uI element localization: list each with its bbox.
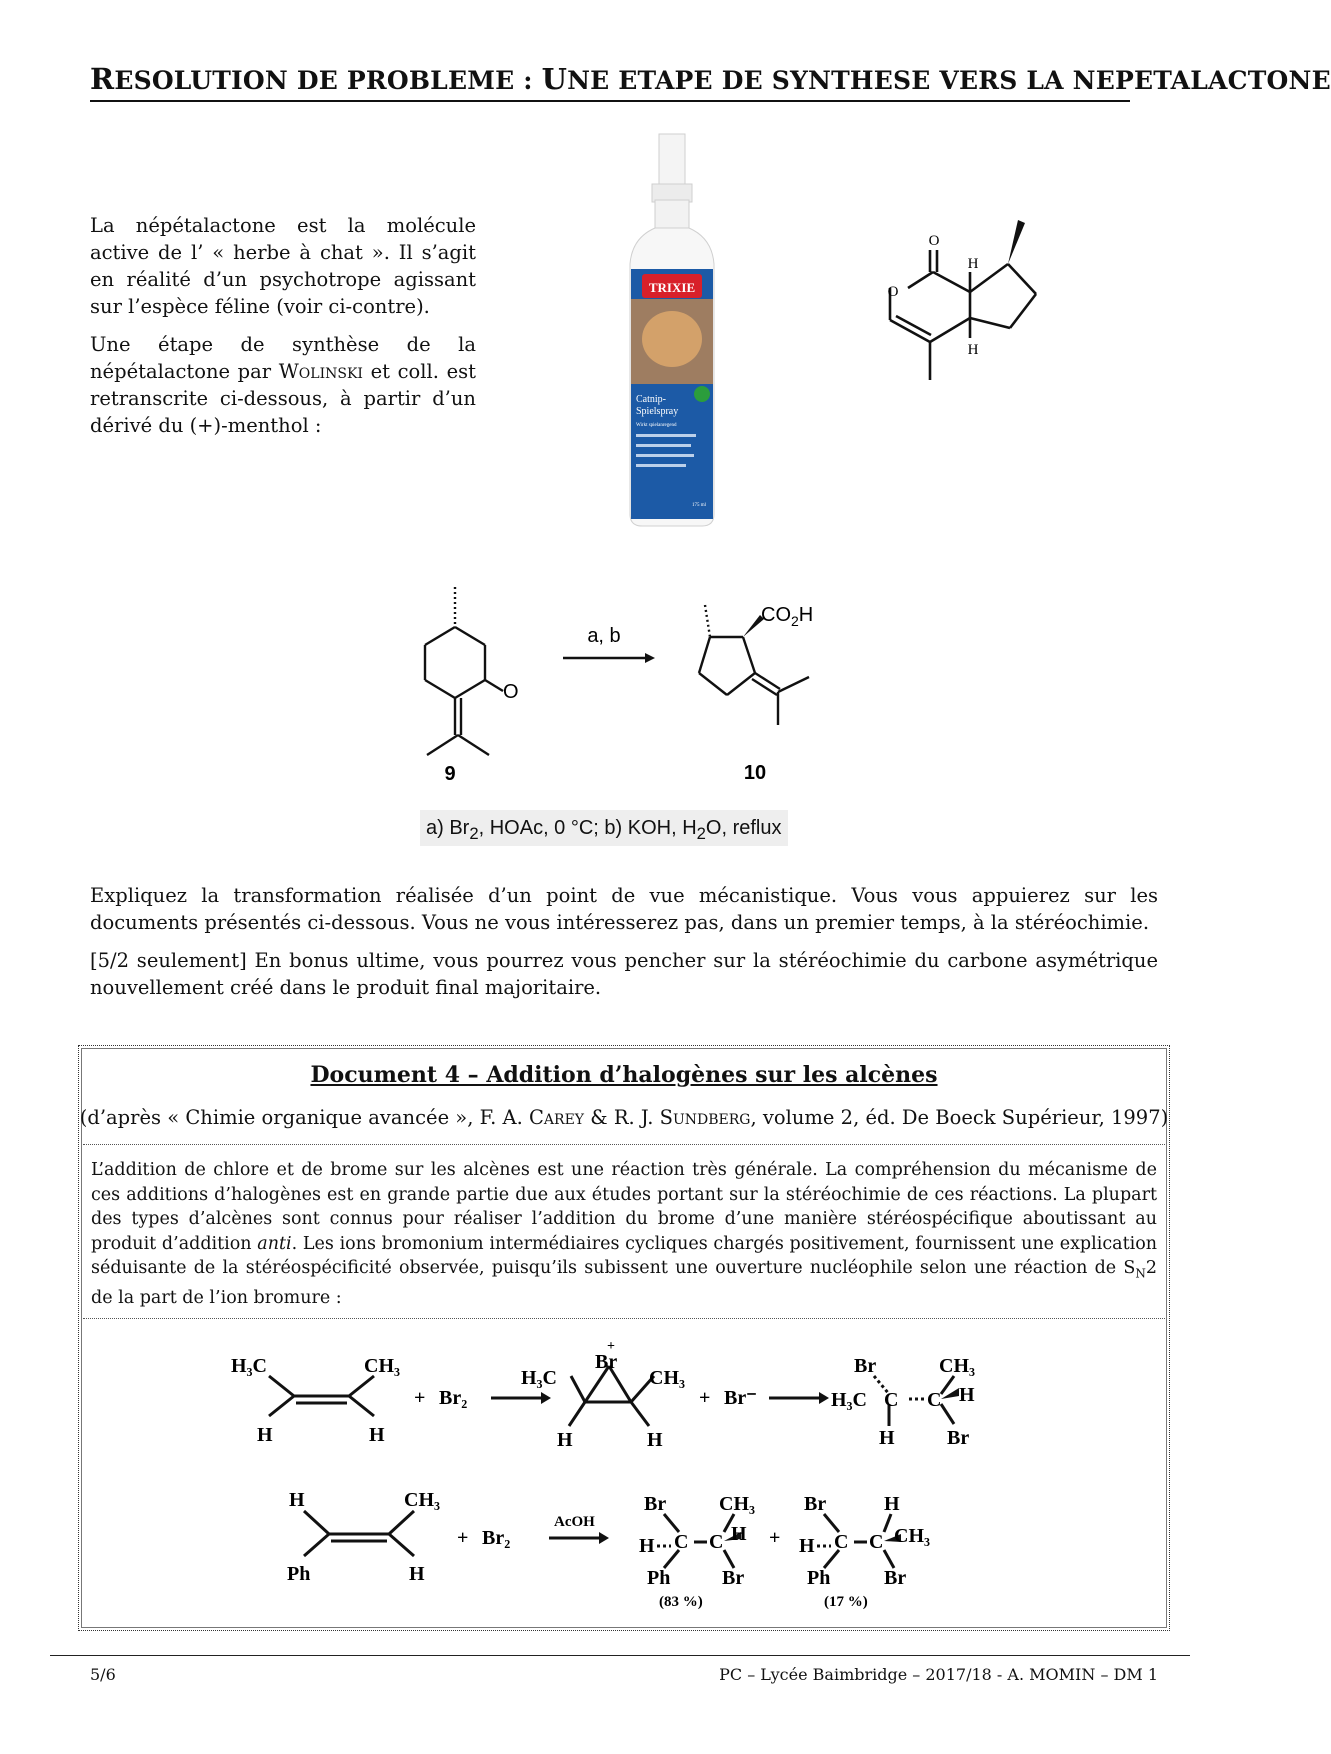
svg-text:Br: Br — [804, 1493, 827, 1515]
svg-text:+: + — [457, 1527, 469, 1549]
svg-text:C: C — [927, 1389, 942, 1411]
question-text — [90, 882, 1158, 1012]
reaction-conditions: a) $Br_2$, HOAc, 0 °C; b) KOH, $H_2O$, reflux — [420, 810, 788, 846]
document-4-source: (d’après « Chimie organique avancée », F. A. Carey & R. J. Sundberg, volume 2, éd. De Boeck Supérieur, 1997) — [79, 1106, 1169, 1129]
footer-divider — [50, 1655, 1190, 1656]
svg-text:+: + — [414, 1387, 426, 1409]
svg-text:C: C — [709, 1531, 724, 1553]
intro-paragraph-1: La népétalactone est la molécule active de l’ « herbe à chat ». Il s’agit en réalité d’un psychotrope agissant sur l’espèce féline (voir ci-contre). — [90, 214, 476, 318]
page-title: RESOLUTION DE PROBLEME : UNE ETAPE DE SYNTHESE VERS LA NEPETALACTONE — [90, 62, 1130, 102]
svg-text:Br: Br — [884, 1567, 907, 1589]
svg-text:H₃C: H₃C — [521, 1367, 557, 1389]
svg-text:Br: Br — [595, 1351, 618, 1373]
carbonyl-oxygen: O — [928, 233, 940, 249]
svg-text:CH₃: CH₃ — [404, 1489, 440, 1511]
document-4-divider — [83, 1144, 1165, 1145]
hydrogen-top: H — [967, 256, 979, 272]
svg-text:H: H — [647, 1429, 663, 1451]
svg-text:H: H — [557, 1429, 573, 1451]
svg-text:H: H — [289, 1489, 305, 1511]
svg-text:+: + — [769, 1527, 781, 1549]
svg-text:H₃C: H₃C — [231, 1355, 267, 1377]
svg-text:Br: Br — [722, 1567, 745, 1589]
svg-text:Br₂: Br₂ — [482, 1527, 511, 1549]
reaction-scheme — [405, 585, 865, 790]
spray-name-1: Catnip- — [636, 394, 666, 405]
svg-text:H₃C: H₃C — [831, 1389, 867, 1411]
svg-text:+: + — [607, 1339, 615, 1354]
ring-oxygen: O — [887, 284, 899, 300]
compound-9-label: 9 — [444, 763, 456, 785]
document-4-box — [78, 1045, 1170, 1631]
footer-info: PC – Lycée Baimbridge – 2017/18 - A. MOMIN – DM 1 — [719, 1665, 1158, 1684]
svg-text:CH₃: CH₃ — [939, 1355, 975, 1377]
reagent-label: a, b — [587, 625, 621, 647]
author-name: Wolinski — [278, 360, 363, 383]
svg-text:Br: Br — [947, 1427, 970, 1449]
svg-text:(17 %): (17 %) — [824, 1594, 868, 1610]
spray-volume: 175 ml — [692, 503, 707, 508]
svg-text:CH₃: CH₃ — [364, 1355, 400, 1377]
spray-brand: TRIXIE — [648, 280, 696, 295]
bromination-scheme-2 — [279, 1476, 1079, 1616]
spray-tagline: Wirkt spielanregend — [636, 423, 677, 428]
ketone-oxygen: O — [503, 681, 519, 703]
svg-text:H: H — [799, 1535, 815, 1557]
svg-text:H: H — [731, 1523, 747, 1545]
svg-text:H: H — [879, 1427, 895, 1449]
svg-text:H: H — [257, 1424, 273, 1446]
spray-name-2: Spielspray — [636, 406, 679, 417]
page-number: 5/6 — [90, 1665, 116, 1684]
bromination-scheme-1 — [229, 1336, 1099, 1456]
svg-text:CH₃: CH₃ — [894, 1525, 930, 1547]
document-4-divider-2 — [83, 1318, 1165, 1319]
intro-paragraph-2: Une étape de synthèse de la népétalactone par Wolinski et coll. est retranscrite ci-dessous, à partir d’un dérivé du (+)-menthol : — [90, 333, 476, 437]
svg-text:CH₃: CH₃ — [649, 1367, 685, 1389]
svg-text:Br₂: Br₂ — [439, 1387, 468, 1409]
svg-text:H: H — [369, 1424, 385, 1446]
svg-text:AcOH: AcOH — [554, 1514, 595, 1530]
svg-text:Ph: Ph — [807, 1567, 831, 1589]
svg-text:H: H — [959, 1384, 975, 1406]
catnip-spray-image — [622, 134, 722, 528]
svg-text:+: + — [699, 1387, 711, 1409]
svg-text:C: C — [834, 1531, 849, 1553]
document-4-title: Document 4 – Addition d’halogènes sur les alcènes — [310, 1062, 938, 1088]
svg-text:Ph: Ph — [647, 1567, 671, 1589]
intro-text — [90, 212, 476, 450]
carboxylic-acid: $CO_2H$ — [761, 604, 814, 629]
svg-text:Ph: Ph — [287, 1563, 311, 1585]
svg-text:H: H — [884, 1493, 900, 1515]
svg-text:C: C — [884, 1389, 899, 1411]
question-paragraph-1: Expliquez la transformation réalisée d’un point de vue mécanistique. Vous vous appuierez sur les documents présentés ci-dessous. Vous ne vous intéresserez pas, dans un premier temps, à la stéréochimie. — [90, 884, 1158, 934]
svg-text:C: C — [869, 1531, 884, 1553]
svg-text:Br⁻: Br⁻ — [724, 1387, 757, 1409]
hydrogen-bottom: H — [967, 342, 979, 358]
document-4-body: L’addition de chlore et de brome sur les alcènes est une réaction très générale. La compréhension du mécanisme de ces additions d’halogènes est en grande partie due aux études portant sur la stéréochimie de ces réactions. La plupart des types d’alcènes sont connus pour réaliser l’addition du brome d’une manière stéréospécifique aboutissant au produit d’addition anti. Les ions bromonium intermédiaires cycliques chargés positivement, fournissent une explication séduisante de la stéréospécificité observée, puisqu’ils subissent une ouverture nucléophile selon une réaction de $S_N2$ de la part de l’ion bromure : — [91, 1160, 1158, 1308]
svg-text:C: C — [674, 1531, 689, 1553]
svg-text:CH₃: CH₃ — [719, 1493, 755, 1515]
svg-text:H: H — [639, 1535, 655, 1557]
svg-text:(83 %): (83 %) — [659, 1594, 703, 1610]
svg-text:Br: Br — [854, 1355, 877, 1377]
question-paragraph-2: [5/2 seulement] En bonus ultime, vous pourrez vous pencher sur la stéréochimie du carbone asymétrique nouvellement créé dans le produit final majoritaire. — [90, 949, 1158, 999]
compound-10-label: 10 — [743, 762, 767, 784]
svg-text:Br: Br — [644, 1493, 667, 1515]
nepetalactone-structure — [860, 220, 1070, 440]
svg-text:H: H — [409, 1563, 425, 1585]
